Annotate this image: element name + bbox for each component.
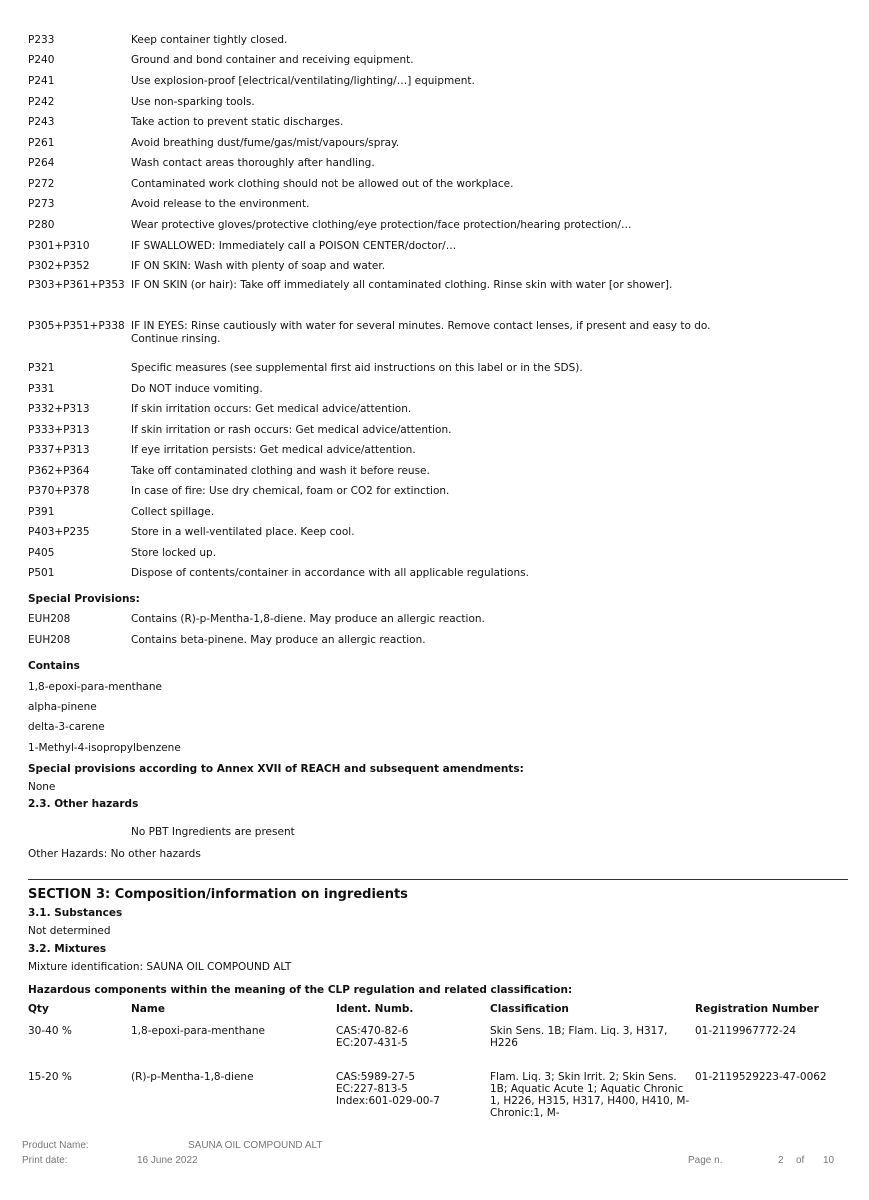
statement-text: Use explosion-proof [electrical/ventilating/lighting/…] equipment. bbox=[131, 75, 475, 87]
cell-registration: 01-2119967772-24 bbox=[695, 1025, 797, 1037]
statement-code: P301+P310 bbox=[28, 240, 90, 252]
product-name-label: Product Name: bbox=[22, 1140, 89, 1151]
other-hazards-line: Other Hazards: No other hazards bbox=[28, 848, 201, 860]
special-provision-text: Contains beta-pinene. May produce an allergic reaction. bbox=[131, 634, 426, 646]
special-provision-code: EUH208 bbox=[28, 613, 71, 625]
statement-text: Take off contaminated clothing and wash it before reuse. bbox=[131, 465, 430, 477]
statement-code: P273 bbox=[28, 198, 55, 210]
substances-value: Not determined bbox=[28, 925, 111, 937]
statement-code: P391 bbox=[28, 506, 55, 518]
statement-text: Store in a well-ventilated place. Keep cool. bbox=[131, 526, 355, 538]
statement-text: Take action to prevent static discharges. bbox=[131, 116, 344, 128]
statement-code: P332+P313 bbox=[28, 403, 90, 415]
statement-text: If eye irritation persists: Get medical advice/attention. bbox=[131, 444, 416, 456]
column-header-classification: Classification bbox=[490, 1003, 569, 1015]
statement-text: If skin irritation or rash occurs: Get medical advice/attention. bbox=[131, 424, 452, 436]
contains-heading: Contains bbox=[28, 660, 80, 672]
statement-code: P403+P235 bbox=[28, 526, 90, 538]
statement-code: P303+P361+P353 bbox=[28, 279, 125, 291]
statement-code: P242 bbox=[28, 96, 55, 108]
statement-text: Specific measures (see supplemental first aid instructions on this label or in the SDS). bbox=[131, 362, 583, 374]
statement-text: Ground and bond container and receiving equipment. bbox=[131, 54, 414, 66]
column-header-qty: Qty bbox=[28, 1003, 49, 1015]
statement-text: IF ON SKIN (or hair): Take off immediately all contaminated clothing. Rinse skin with water [or shower]. bbox=[131, 279, 673, 291]
statement-code: P331 bbox=[28, 383, 55, 395]
section-divider bbox=[28, 879, 848, 880]
contains-item: 1,8-epoxi-para-menthane bbox=[28, 681, 162, 693]
page-number-label: Page n. bbox=[688, 1155, 723, 1166]
ident-line: CAS:470-82-6 bbox=[336, 1025, 409, 1037]
statement-text: IF IN EYES: Rinse cautiously with water for several minutes. Remove contact lenses, if present and easy to do. Continue rinsing. bbox=[131, 320, 711, 345]
hazardous-components-heading: Hazardous components within the meaning of the CLP regulation and related classification: bbox=[28, 984, 573, 996]
page-of: of bbox=[796, 1155, 805, 1166]
table-header-row bbox=[28, 1003, 848, 1025]
contains-item: 1-Methyl-4-isopropylbenzene bbox=[28, 742, 181, 754]
cell-ident bbox=[336, 1025, 490, 1071]
statement-text: Wash contact areas thoroughly after handling. bbox=[131, 157, 375, 169]
statement-code: P337+P313 bbox=[28, 444, 90, 456]
cell-ident bbox=[336, 1071, 490, 1119]
cell-registration: 01-2119529223-47-0062 bbox=[695, 1071, 827, 1083]
statement-code: P272 bbox=[28, 178, 55, 190]
mixture-identification: Mixture identification: SAUNA OIL COMPOUND ALT bbox=[28, 961, 292, 973]
statement-code: P280 bbox=[28, 219, 55, 231]
special-provisions-heading: Special Provisions: bbox=[28, 593, 140, 605]
page-current: 2 bbox=[778, 1155, 784, 1166]
ident-line: Index:601-029-00-7 bbox=[336, 1095, 440, 1107]
print-date-value: 16 June 2022 bbox=[137, 1155, 198, 1166]
statement-text: If skin irritation occurs: Get medical advice/attention. bbox=[131, 403, 412, 415]
statement-text: Contaminated work clothing should not be allowed out of the workplace. bbox=[131, 178, 514, 190]
statement-text: IF SWALLOWED: Immediately call a POISON CENTER/doctor/… bbox=[131, 240, 457, 252]
statement-code: P240 bbox=[28, 54, 55, 66]
ident-line: EC:207-431-5 bbox=[336, 1037, 408, 1049]
substances-heading: 3.1. Substances bbox=[28, 907, 123, 919]
section3-title: SECTION 3: Composition/information on ingredients bbox=[28, 887, 408, 902]
statement-text: Store locked up. bbox=[131, 547, 217, 559]
statement-code: P305+P351+P338 bbox=[28, 320, 125, 332]
statement-code: P233 bbox=[28, 34, 55, 46]
statement-code: P243 bbox=[28, 116, 55, 128]
page-total: 10 bbox=[823, 1155, 835, 1166]
statement-code: P501 bbox=[28, 567, 55, 579]
cell-name: (R)-p-Mentha-1,8-diene bbox=[131, 1071, 254, 1083]
statement-text: Do NOT induce vomiting. bbox=[131, 383, 263, 395]
column-header-ident: Ident. Numb. bbox=[336, 1003, 414, 1015]
statement-code: P321 bbox=[28, 362, 55, 374]
statement-code: P370+P378 bbox=[28, 485, 90, 497]
statement-text: Keep container tightly closed. bbox=[131, 34, 288, 46]
cell-name: 1,8-epoxi-para-menthane bbox=[131, 1025, 265, 1037]
composition-table bbox=[28, 1003, 848, 1119]
statement-code: P241 bbox=[28, 75, 55, 87]
statement-code: P302+P352 bbox=[28, 260, 90, 272]
cell-qty: 15-20 % bbox=[28, 1071, 72, 1083]
contains-item: alpha-pinene bbox=[28, 701, 97, 713]
table-row bbox=[28, 1071, 848, 1119]
other-hazards-heading: 2.3. Other hazards bbox=[28, 798, 139, 810]
ident-line: CAS:5989-27-5 bbox=[336, 1071, 416, 1083]
statement-code: P333+P313 bbox=[28, 424, 90, 436]
statement-text: In case of fire: Use dry chemical, foam or CO2 for extinction. bbox=[131, 485, 450, 497]
statement-code: P261 bbox=[28, 137, 55, 149]
print-date-label: Print date: bbox=[22, 1155, 68, 1166]
statement-text: Wear protective gloves/protective clothing/eye protection/face protection/hearing protection/… bbox=[131, 219, 632, 231]
statement-text: Use non-sparking tools. bbox=[131, 96, 255, 108]
cell-qty: 30-40 % bbox=[28, 1025, 72, 1037]
mixtures-heading: 3.2. Mixtures bbox=[28, 943, 107, 955]
column-header-name: Name bbox=[131, 1003, 165, 1015]
reach-value: None bbox=[28, 781, 56, 793]
special-provision-code: EUH208 bbox=[28, 634, 71, 646]
product-name-value: SAUNA OIL COMPOUND ALT bbox=[188, 1140, 323, 1151]
contains-item: delta-3-carene bbox=[28, 721, 105, 733]
statement-text: Dispose of contents/container in accordance with all applicable regulations. bbox=[131, 567, 529, 579]
statement-text: IF ON SKIN: Wash with plenty of soap and water. bbox=[131, 260, 386, 272]
column-header-registration: Registration Number bbox=[695, 1003, 819, 1015]
statement-code: P362+P364 bbox=[28, 465, 90, 477]
cell-classification: Flam. Liq. 3; Skin Irrit. 2; Skin Sens. 1B; Aquatic Acute 1; Aquatic Chronic 1, H226, H315, H317, H400, H410, M-Chronic:1, M- bbox=[490, 1071, 690, 1119]
reach-heading: Special provisions according to Annex XVII of REACH and subsequent amendments: bbox=[28, 763, 524, 775]
table-row bbox=[28, 1025, 848, 1071]
cell-classification: Skin Sens. 1B; Flam. Liq. 3, H317, H226 bbox=[490, 1025, 668, 1049]
statement-code: P264 bbox=[28, 157, 55, 169]
ident-line: EC:227-813-5 bbox=[336, 1083, 408, 1095]
statement-text: Avoid release to the environment. bbox=[131, 198, 310, 210]
statement-code: P405 bbox=[28, 547, 55, 559]
statement-text: Collect spillage. bbox=[131, 506, 215, 518]
statement-text: Avoid breathing dust/fume/gas/mist/vapours/spray. bbox=[131, 137, 400, 149]
pbt-statement: No PBT Ingredients are present bbox=[131, 826, 295, 838]
special-provision-text: Contains (R)-p-Mentha-1,8-diene. May produce an allergic reaction. bbox=[131, 613, 485, 625]
